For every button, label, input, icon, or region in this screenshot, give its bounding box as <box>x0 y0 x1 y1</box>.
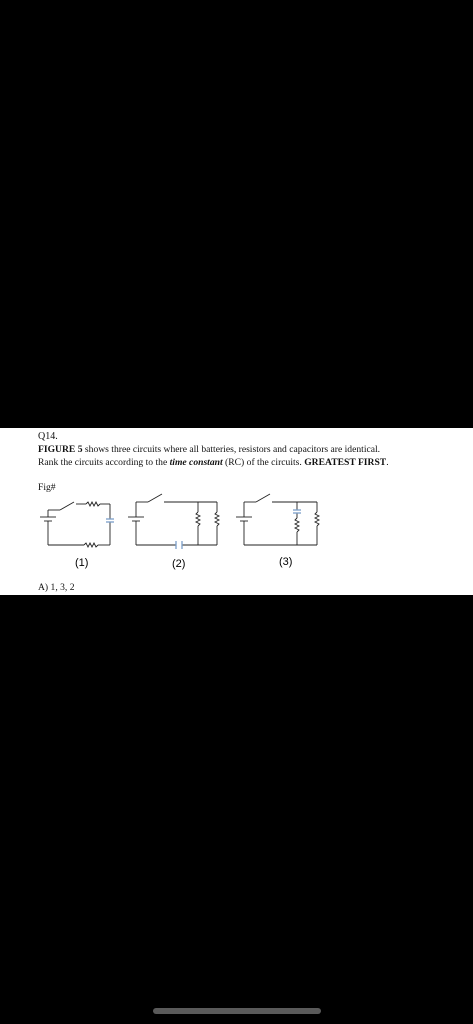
figure-reference: FIGURE 5 <box>38 444 83 455</box>
home-indicator-bar[interactable] <box>153 1008 321 1014</box>
document-page <box>0 428 473 595</box>
question-line-2-text-a: Rank the circuits according to the <box>38 457 170 468</box>
circuit-figure <box>0 488 473 578</box>
circuit-1-label: (1) <box>75 557 89 569</box>
circuit-2-diagram <box>128 494 219 545</box>
question-line-1-text: shows three circuits where all batteries, resistors and capacitors are identical. <box>82 444 381 455</box>
greatest-first-emphasis: GREATEST FIRST <box>304 457 387 468</box>
circuit-3-diagram <box>236 494 319 545</box>
circuit-3-label: (3) <box>279 556 293 568</box>
question-line-2-end: . <box>386 457 389 468</box>
question-line-2 <box>38 457 389 468</box>
question-line-1 <box>38 444 380 455</box>
circuit-2-label: (2) <box>172 558 186 570</box>
question-line-2-text-b: (RC) of the circuits. <box>222 457 305 468</box>
figure-label: Fig# <box>38 482 56 493</box>
answer-option-a[interactable]: A) 1, 3, 2 <box>38 582 75 593</box>
question-number: Q14. <box>38 431 58 442</box>
circuit-1-diagram <box>40 502 110 547</box>
time-constant-emphasis: time constant <box>169 457 223 468</box>
